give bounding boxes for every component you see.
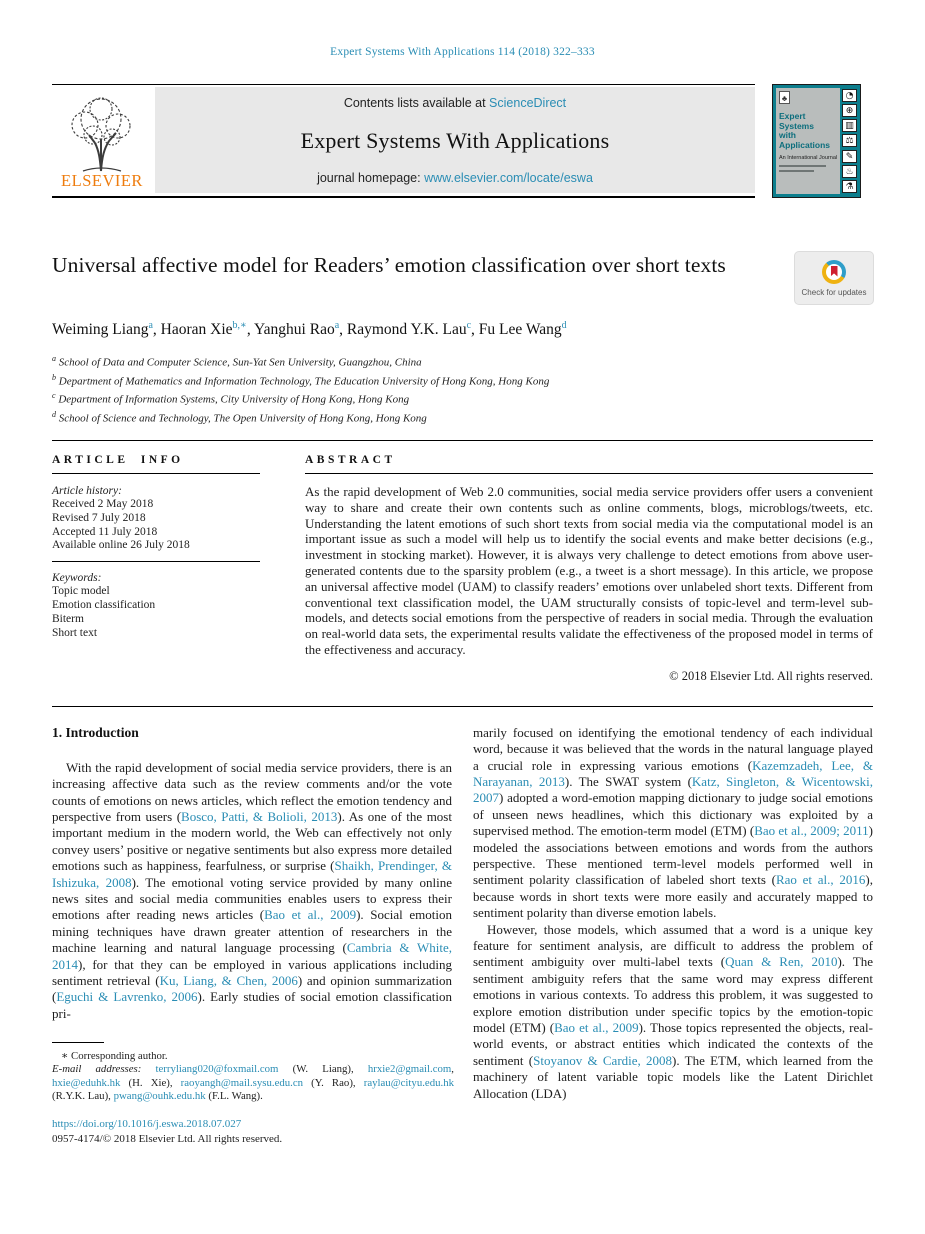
text-segment: ), because words in short texts were more easily and accurately mapped to sentiment polarity than diverse emotion labels. xyxy=(473,872,873,921)
title-row xyxy=(52,252,873,304)
cover-icon-strip xyxy=(842,88,857,194)
citation-link[interactable]: Bosco, Patti, & Bolioli, 2013 xyxy=(181,808,338,824)
article-history-line: Available online 26 July 2018 xyxy=(52,539,190,552)
keyword: Biterm xyxy=(52,612,84,625)
author-affiliation-ref[interactable]: d xyxy=(561,320,567,331)
article-history-line: Accepted 11 July 2018 xyxy=(52,525,158,538)
text-segment: ). Early studies of social emotion classification pri- xyxy=(52,989,452,1021)
author-affiliation-ref[interactable]: a xyxy=(334,320,340,331)
contents-line xyxy=(163,96,747,110)
contents-prefix: Contents lists available at xyxy=(343,96,490,110)
corresponding-author-note: ∗ Corresponding author. xyxy=(61,1050,168,1062)
citation-link[interactable]: Katz, Singleton, & Wicentowski, 2007 xyxy=(473,773,873,806)
text-segment: (F.L. Wang). xyxy=(205,1090,263,1103)
text-segment: However, those models, which assumed that a word is a unique key feature for sentiment analysis, are difficult to address the problem of sentiment ambiguity over multi-label texts ( xyxy=(473,921,873,970)
rule xyxy=(52,561,260,562)
hyperlink[interactable]: hxie@eduhk.hk xyxy=(52,1076,121,1089)
journal-header xyxy=(52,84,873,198)
affiliation-line xyxy=(52,371,873,389)
text-segment: ). Those topics represented the objects, real-world events, or abstract entities which indicated the contexts of the sentiment ( xyxy=(473,1020,873,1068)
keywords-label: Keywords: xyxy=(52,572,102,585)
journal-banner xyxy=(155,87,755,193)
journal-cover-thumbnail xyxy=(772,84,861,198)
search-icon: ⊕ xyxy=(842,104,857,117)
cover-title-line: Expert xyxy=(779,111,806,121)
pen-icon: ✎ xyxy=(842,150,857,163)
article-info-column xyxy=(52,454,260,684)
authors-line xyxy=(52,320,873,339)
affiliation-line xyxy=(52,352,873,370)
citation-link[interactable]: Bao et al., 2009; 2011 xyxy=(754,823,869,839)
elsevier-logo xyxy=(52,87,152,193)
intro-paragraph-left xyxy=(52,760,452,1023)
affiliation-sup: c xyxy=(52,391,56,401)
keyword: Topic model xyxy=(52,585,110,598)
abstract-column xyxy=(305,454,873,684)
article-history-line: Received 2 May 2018 xyxy=(52,497,154,510)
article-history-list xyxy=(52,498,260,553)
rule xyxy=(305,473,873,474)
intro-paragraph-right-1 xyxy=(473,725,873,922)
rule xyxy=(52,473,260,474)
elsevier-tree-icon xyxy=(63,93,141,173)
text-segment: ). The emotional voting service provided by many online news sites and social media communities enables users to express their emotions after reading news articles ( xyxy=(52,874,452,923)
citation-link[interactable]: Shaikh, Prendinger, & Ishizuka, 2008 xyxy=(52,858,453,890)
citation-link[interactable]: Rao et al., 2016 xyxy=(775,872,866,888)
text-segment: ) and opinion summarization ( xyxy=(52,973,452,1005)
author-name: Yanghui Rao xyxy=(254,321,335,339)
affiliation-line xyxy=(52,389,873,407)
cover-elsevier-mini-logo-icon: ♣ xyxy=(779,91,790,104)
citation-link[interactable]: Kazemzadeh, Lee, & Narayanan, 2013 xyxy=(473,757,873,789)
intro-paragraph-right-2 xyxy=(473,922,873,1102)
text-segment: (R.Y.K. Lau), xyxy=(52,1090,114,1103)
affiliation-text: School of Data and Computer Science, Sun-Yat Sen University, Guangzhou, China xyxy=(56,356,422,369)
citation-link[interactable]: Bao et al., 2009 xyxy=(554,1020,639,1036)
author-name: Raymond Y.K. Lau xyxy=(346,321,467,339)
author-name: Haoran Xie xyxy=(160,321,233,339)
cover-title-line: with xyxy=(779,130,796,140)
microscope-icon: ⚗ xyxy=(842,180,857,193)
article-history-label: Article history: xyxy=(52,484,122,497)
abstract-copyright: © 2018 Elsevier Ltd. All rights reserved. xyxy=(669,668,873,683)
text-segment: ). The sentiment ambiguity refers that the same word may express different emotions in various contexts. To address this problem, it was suggested to explore emotion distribution under specific topics by the emotion-topic model (ETM) ( xyxy=(473,954,873,1036)
keyword: Short text xyxy=(52,626,98,639)
article-info-heading: ARTICLE INFO xyxy=(52,453,184,466)
affiliation-line xyxy=(52,408,873,426)
citation-link[interactable]: Quan & Ren, 2010 xyxy=(725,954,838,970)
cover-panel xyxy=(776,88,840,194)
cover-decoration-bar xyxy=(779,170,814,172)
sciencedirect-link[interactable]: ScienceDirect xyxy=(489,96,567,110)
affiliation-sup: d xyxy=(52,409,56,419)
text-segment: With the rapid development of social media service providers, there is an increasing affective data such as the review comments and/or the vote counts of emotions on news articles, which reflect the emotion tendency and perspective from users ( xyxy=(52,759,452,824)
text-segment: ). As one of the most important medium in the modern world, the Web can effectively not only convey users’ positive or negative sentiments but also express more detailed emotions such as happiness, fearfulness, or surprise ( xyxy=(52,808,452,874)
footnote-rule xyxy=(52,1042,104,1043)
globe-icon: ◔ xyxy=(842,89,857,102)
author-name: Weiming Liang xyxy=(52,321,149,339)
author-name: Fu Lee Wang xyxy=(478,321,562,339)
text-segment: (Y. Rao), xyxy=(303,1076,364,1089)
author-affiliation-ref[interactable]: b,∗ xyxy=(232,320,247,331)
hyperlink[interactable]: raoyangh@mail.sysu.edu.cn xyxy=(180,1076,304,1089)
article-title: Universal affective model for Readers’ emotion classification over short texts xyxy=(52,253,726,277)
author-separator: , xyxy=(471,321,479,339)
author-separator: , xyxy=(152,321,161,339)
hyperlink[interactable]: hrxie2@gmail.com xyxy=(367,1063,452,1076)
author-affiliation-ref[interactable]: c xyxy=(466,320,472,331)
keywords-list xyxy=(52,585,260,640)
affiliation-text: Department of Information Systems, City University of Hong Kong, Hong Kong xyxy=(55,393,410,406)
check-for-updates-label: Check for updates xyxy=(801,287,867,297)
cover-title-line: Applications xyxy=(779,139,831,150)
issn-copyright-line: 0957-4174/© 2018 Elsevier Ltd. All rights reserved. xyxy=(52,1133,283,1146)
hyperlink[interactable]: pwang@ouhk.edu.hk xyxy=(113,1090,206,1103)
journal-title: Expert Systems With Applications xyxy=(300,127,610,153)
plug-icon: ♨ xyxy=(842,165,857,178)
text-segment: , xyxy=(451,1063,454,1076)
homepage-prefix: journal homepage: xyxy=(317,171,425,185)
doi-link[interactable]: https://doi.org/10.1016/j.eswa.2018.07.027 xyxy=(52,1117,242,1130)
journal-banner-block xyxy=(52,84,755,198)
hyperlink[interactable]: raylau@cityu.edu.hk xyxy=(363,1076,455,1089)
text-segment: (H. Xie), xyxy=(120,1076,181,1089)
footnote xyxy=(52,1042,454,1146)
text-segment: marily focused on identifying the emotional tendency of each individual word, because it was believed that the words in the natural language played a crucial role in expressing various emotions ( xyxy=(473,724,873,773)
text-segment: ) adopted a word-emotion mapping dictionary to judge social emotions of unseen news headlines, which this dictionary was exploited by a supervised method. The emotion-term model (ETM) ( xyxy=(473,790,873,839)
author-affiliation-ref[interactable]: a xyxy=(148,320,153,331)
scales-icon: ⚖ xyxy=(842,134,857,147)
affiliation-text: Department of Mathematics and Information Technology, The Education University of Hong Kong, Hong Kong xyxy=(56,375,550,388)
homepage-line xyxy=(163,171,747,185)
citation-link[interactable]: Cambria & White, 2014 xyxy=(52,940,452,972)
citation-link[interactable]: Eguchi & Lavrenko, 2006 xyxy=(56,989,198,1005)
keyword: Emotion classification xyxy=(52,598,156,611)
text-segment: ). Social emotion mining techniques have drawn greater attention of researchers in the machine learning and natural language processing ( xyxy=(52,907,452,956)
text-segment: (W. Liang), xyxy=(278,1063,368,1076)
crossmark-icon xyxy=(822,260,846,284)
email-addresses xyxy=(52,1063,454,1103)
citation-link[interactable]: Stoyanov & Cardie, 2008 xyxy=(533,1052,673,1068)
bar-chart-icon: ▥ xyxy=(842,119,857,132)
cover-decoration-bar xyxy=(779,165,826,167)
abstract-text: As the rapid development of Web 2.0 communities, social media service providers offer users a convenient way to share and create their own contents such as online comments, blogs, microblogs/tweets, etc. Understanding the latent emotions of such short texts from social media via the computational model is an important issue as such a model will help us to identify the social events and make better decisions (e.g., investment in stocking market). However, it is always very challenge to detect emotions from above user-generated contents due to the sparsity problem (e.g., a tweet is a short message). In this article, we propose an universal affective model (UAM) to classify readers’ emotions over unlabeled short texts. Different from conventional text classification model, the UAM structurally consists of topic-level and term-level sub-models, and detects social emotions from the perspective of readers in social media. Through the evaluation on real-world data sets, the experimental results validate the effectiveness of the proposed model in terms of the effectiveness and accuracy. xyxy=(305,483,873,657)
author-separator: , xyxy=(339,321,347,339)
cover-title xyxy=(779,112,838,150)
article-history-line: Revised 7 July 2018 xyxy=(52,511,146,524)
hyperlink[interactable]: terryliang020@foxmail.com xyxy=(155,1063,279,1076)
journal-homepage-link[interactable]: www.elsevier.com/locate/eswa xyxy=(424,171,593,185)
info-abstract-section xyxy=(52,440,873,707)
cover-title-line: Systems xyxy=(779,120,814,131)
citation-link[interactable]: Bao et al., 2009 xyxy=(264,907,357,923)
journal-reference: Expert Systems With Applications 114 (2018) 322–333 xyxy=(330,46,595,58)
right-column xyxy=(473,725,873,1102)
text-segment: ). The SWAT system ( xyxy=(564,773,692,789)
text-segment: ). The ETM, which learned from the machinery of latent variable topic models like the Latent Dirichlet Allocation (LDA) xyxy=(473,1052,873,1101)
affiliation-text: School of Science and Technology, The Open University of Hong Kong, Hong Kong xyxy=(56,412,427,425)
text-segment: ) modeled the associations between emotions and words from the authors perspective. These mentioned term-level models performed well in sentiment polarity classification of labeled short texts ( xyxy=(473,823,873,888)
affiliations xyxy=(52,352,873,426)
citation-link[interactable]: Ku, Liang, & Chen, 2006 xyxy=(159,973,298,989)
section-heading-introduction: 1. Introduction xyxy=(52,724,139,740)
text-segment: ), for that they can be employed in various applications including sentiment retrieval ( xyxy=(52,956,452,989)
emphasized-text: E-mail addresses: xyxy=(52,1063,156,1076)
author-separator: , xyxy=(246,321,255,339)
affiliation-sup: b xyxy=(52,372,56,382)
check-for-updates-badge[interactable] xyxy=(795,252,873,304)
elsevier-wordmark: ELSEVIER xyxy=(61,171,143,190)
abstract-heading: ABSTRACT xyxy=(305,453,396,466)
cover-subtitle: An International Journal xyxy=(779,155,838,161)
affiliation-sup: a xyxy=(52,354,56,364)
